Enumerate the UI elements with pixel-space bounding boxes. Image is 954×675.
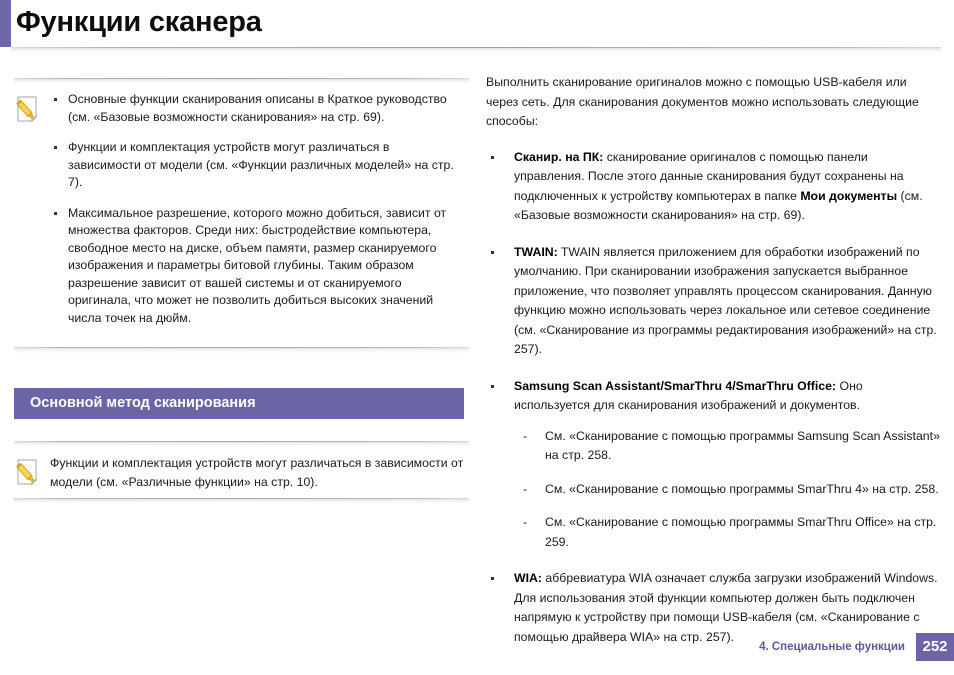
note-1-body (48, 91, 465, 340)
bullet-body-text: Оно используется для сканирования изображений и документов. (514, 378, 863, 412)
footer-chapter-label: 4. Специальные функции (759, 641, 905, 653)
page-footer (759, 633, 954, 661)
left-column (14, 78, 469, 504)
list-item (50, 139, 465, 192)
bullet-lead-label: Samsung Scan Assistant/SmarThru 4/SmarThru Office: (514, 378, 837, 393)
note-top-rule (14, 441, 469, 447)
method-bullet-list (486, 148, 941, 648)
bullet-text-1: Основные функции сканирования описаны в Краткое руководство (см. «Базовые возможности сканирования» на стр. 69). (68, 92, 447, 124)
list-item (514, 427, 941, 466)
note-bottom-rule (14, 498, 469, 504)
section-heading-text: Основной метод сканирования (30, 395, 256, 411)
bullet-text-3: Максимальное разрешение, которого можно добиться, зависит от множества факторов. Среди них: быстродействие компьютера, свободное место на диске, объем памяти, размер сканируемого изображения и параметры битовой глубины. Таким образом разрешение зависит от вашей системы и от сканируемого оригинала, что может не позволить добиться высоких значений числа точек на дюйм. (68, 205, 447, 325)
page-title: Функции сканера (16, 6, 262, 38)
bullet-body-text: аббревиатура WIA означает служба загрузки изображений Windows. Для использования этой функции компьютер должен быть подключен напрямую к устройству при помощи USB-кабеля (см. «Сканирование с помощью драйвера WIA» на стр. 257). (514, 571, 938, 644)
list-item (50, 205, 465, 328)
list-item-scan-to-pc (486, 148, 941, 226)
page-header (0, 0, 954, 56)
list-item (50, 91, 465, 126)
bullet-lead-label: TWAIN: (514, 244, 558, 259)
note-bottom-rule (14, 347, 469, 353)
note-pencil-icon (14, 458, 48, 488)
note-callout-1 (14, 78, 469, 353)
bullet-body-text: сканирование оригиналов с помощью панели управления. После этого данные сканирования будут сохранены на подключенных к устройству компьютерах в папке (514, 149, 904, 203)
bullet-body-text-2: (см. «Базовые возможности сканирования» на стр. 69). (514, 188, 923, 222)
bullet-body-text: TWAIN является приложением для обработки изображений по умолчанию. При сканировании изображения запускается выбранное приложение, что позволяет управлять процессом сканирования. Данную функцию можно использовать через локальное или сетевое соединение (см. «Сканирование из программы редактирования изображений» на стр. 257). (514, 244, 937, 356)
sub-reference-list (514, 427, 941, 553)
bullet-inline-bold: Мои документы (800, 188, 898, 203)
list-item (514, 480, 941, 500)
note-top-rule (14, 78, 469, 84)
list-item-scan-assistant (486, 377, 941, 553)
intro-paragraph: Выполнить сканирование оригиналов можно с помощью USB-кабеля или через сеть. Для сканирования документов можно использовать следующие способы: (486, 75, 919, 128)
note-1-bullet-list (50, 91, 465, 327)
sub-item-text-1: См. «Сканирование с помощью программы Samsung Scan Assistant» на стр. 258. (545, 428, 940, 462)
note-2-body (48, 454, 465, 491)
bullet-text-2: Функции и комплектация устройств могут различаться в зависимости от модели (см. «Функции различных моделей» на стр. 7). (68, 140, 454, 189)
list-item (514, 513, 941, 552)
note-callout-2 (14, 441, 469, 504)
note-pencil-icon (14, 95, 48, 125)
footer-page-number: 252 (916, 633, 954, 661)
purple-accent-bar (0, 0, 11, 47)
section-heading-bar (14, 388, 464, 419)
sub-item-text-3: См. «Сканирование с помощью программы SmarThru Office» на стр. 259. (545, 515, 937, 549)
sub-item-text-2: См. «Сканирование с помощью программы SmarThru 4» на стр. 258. (545, 481, 939, 496)
bullet-lead-label: WIA: (514, 571, 542, 585)
note-2-text: Функции и комплектация устройств могут различаться в зависимости от модели (см. «Различные функции» на стр. 10). (50, 456, 464, 489)
list-item-twain (486, 243, 941, 360)
bullet-lead-label: Сканир. на ПК: (514, 149, 604, 164)
right-column (486, 73, 941, 664)
header-divider-rule (11, 47, 941, 54)
